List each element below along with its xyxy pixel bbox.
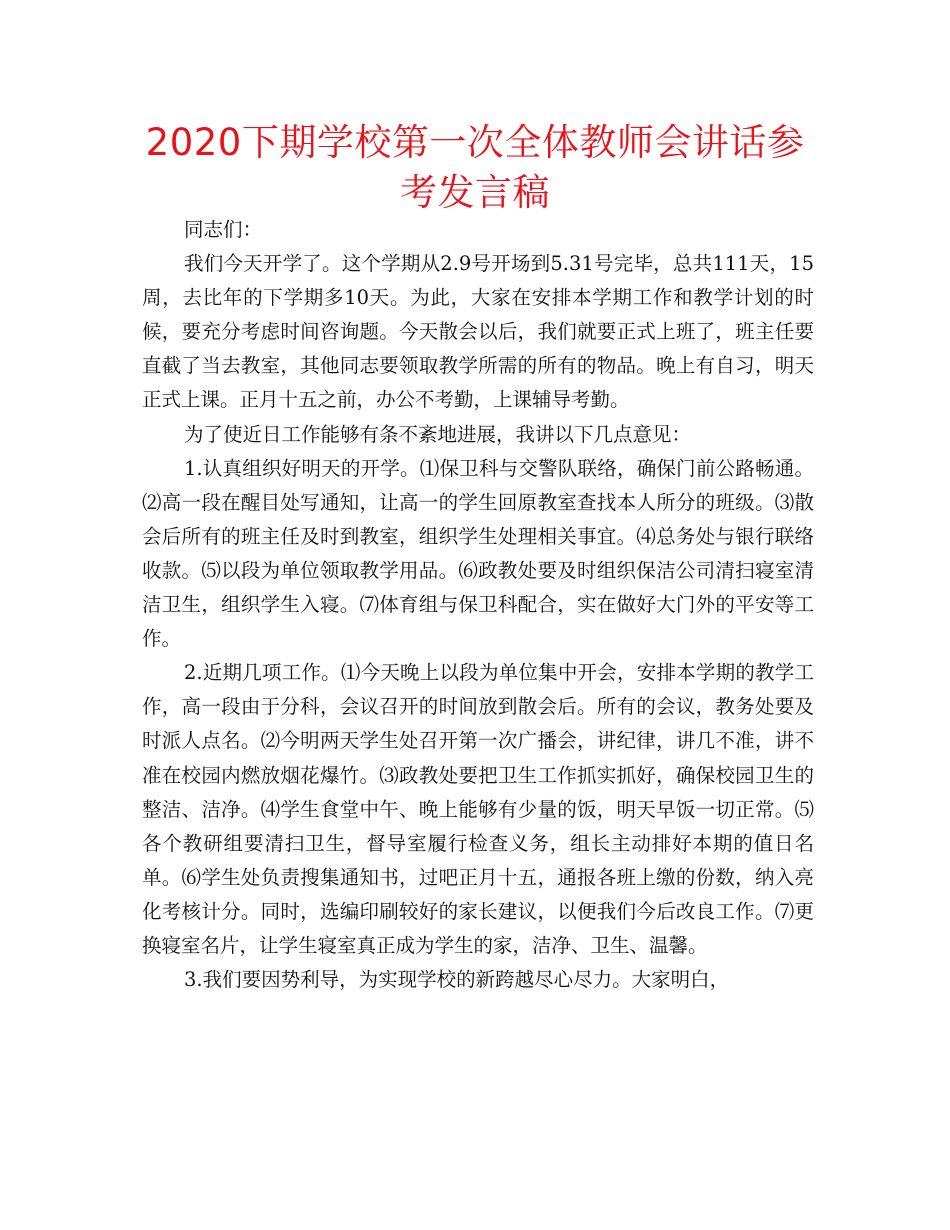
document-title: 2020下期学校第一次全体教师会讲话参考发言稿 <box>145 121 805 214</box>
salutation: 同志们： <box>184 218 263 241</box>
paragraph-opinions-lead: 为了使近日工作能够有条不紊地进展，我讲以下几点意见： <box>184 422 692 446</box>
paragraph-intro: 我们今天开学了。这个学期从2.9号开场到5.31号完毕，总共111天，15周，去比年的下学期多10天。为此，大家在安排本学期工作和教学计划的时候，要充分考虑时间咨询题。今天散会以后，我们就要正式上班了，班主任要直截了当去教室，其他同志要领取教学所需的所有的物品。晚上有自习，明天正式上课。正月十五之前，办公不考勤，上课辅导考勤。 <box>142 252 814 412</box>
paragraph-point-2: 2.近期几项工作。⑴今天晚上以段为单位集中开会，安排本学期的教学工作，高一段由于分科，会议召开的时间放到散会后。所有的会议，教务处要及时派人点名。⑵今明两天学生处召开第一次广播会，讲纪律，讲几不准，讲不准在校园内燃放烟花爆竹。⑶政教处要把卫生工作抓实抓好，确保校园卫生的整洁、洁净。⑷学生食堂中午、晚上能够有少量的饭，明天早饭一切正常。⑸各个教研组要清扫卫生，督导室履行检查义务，组长主动排好本期的值日名单。⑹学生处负责搜集通知书，过吧正月十五，通报各班上缴的份数，纳入亮化考核计分。同时，选编印刷较好的家长建议，以便我们今后改良工作。⑺更换寝室名片，让学生寝室真正成为学生的家，洁净、卫生、温馨。 <box>142 661 814 957</box>
paragraph-point-3: 3.我们要因势利导，为实现学校的新跨越尽心尽力。大家明白， <box>184 968 730 992</box>
document-body <box>142 213 814 997</box>
paragraph-point-1: 1.认真组织好明天的开学。⑴保卫科与交警队联络，确保门前公路畅通。⑵高一段在醒目处写通知，让高一的学生回原教室查找本人所分的班级。⑶散会后所有的班主任及时到教室，组织学生处理相关事宜。⑷总务处与银行联络收款。⑸以段为单位领取教学用品。⑹政教处要及时组织保洁公司清扫寝室清洁卫生，组织学生入寝。⑺体育组与保卫科配合，实在做好大门外的平安等工作。 <box>142 456 814 651</box>
